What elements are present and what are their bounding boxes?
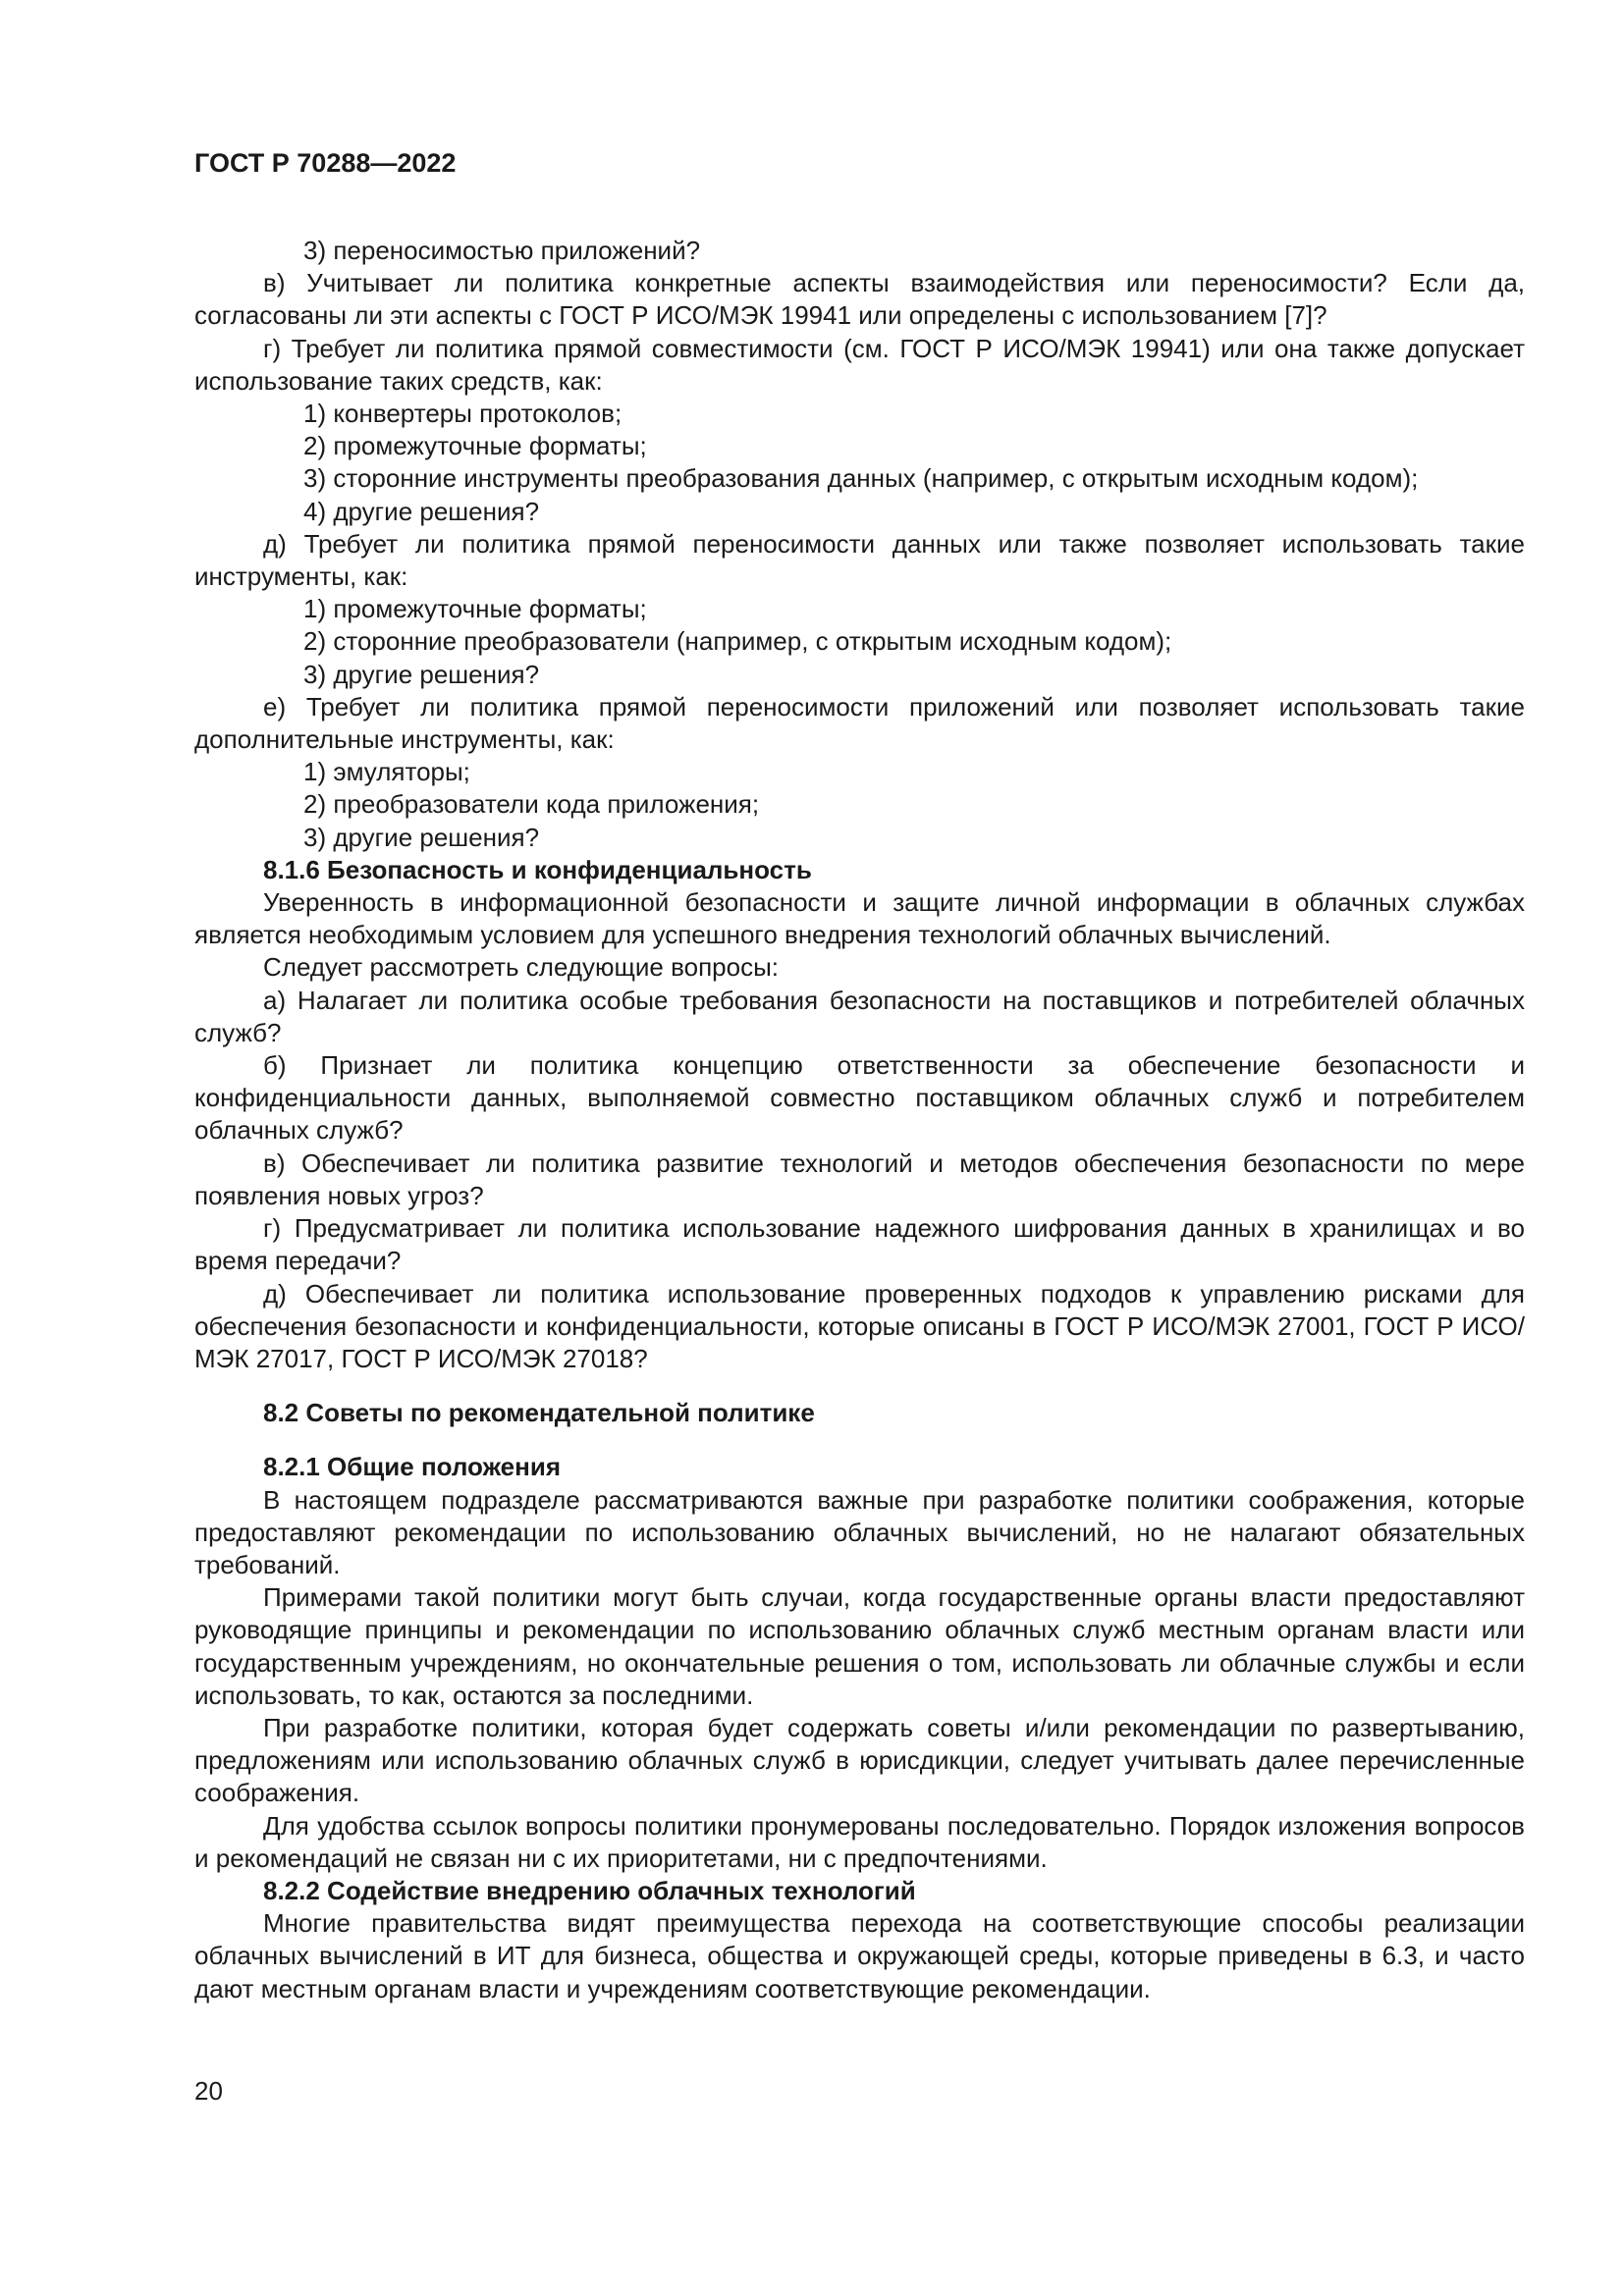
list-item: 2) промежуточные форматы;	[303, 431, 647, 461]
list-item: 3) переносимостью приложений?	[303, 236, 701, 265]
paragraph: Примерами такой политики могут быть случаи, когда государственные органы власти предоставляют руководящие принципы и рекомендации по использованию облачных служб местным органам власти или государственным учреждениям, но окончательные решения о том, использовать ли облачные службы и если использовать, то как, остаются за последними.	[194, 1582, 1525, 1710]
list-item: 3) сторонние инструменты преобразования данных (например, с открытым исходным кодом);	[303, 463, 1419, 494]
paragraph: Для удобства ссылок вопросы политики пронумерованы последовательно. Порядок изложения вопросов и рекомендаций не связан ни с их приоритетами, ни с предпочтениями.	[194, 1810, 1525, 1873]
paragraph: В настоящем подразделе рассматриваются важные при разработке политики соображения, которые предоставляют рекомендации по использованию облачных вычислений, но не налагают обязательных требований.	[194, 1484, 1525, 1579]
paragraph: При разработке политики, которая будет содержать советы и/или рекомендации по развертыванию, предложениям или использованию облачных служб в юрисдикции, следует учитывать далее перечисленные соображения.	[194, 1712, 1525, 1808]
paragraph: Многие правительства видят преимущества перехода на соответствующие способы реализации облачных вычислений в ИТ для бизнеса, общества и окружающей среды, которые приведены в 6.3, и часто дают местным органам власти и учреждениям соответствующие рекомендации.	[194, 1908, 1525, 2003]
list-item: 1) конвертеры протоколов;	[303, 399, 623, 429]
list-item: 2) преобразователи кода приложения;	[303, 789, 760, 820]
list-item: 3) другие решения?	[303, 659, 540, 689]
paragraph-g: г) Требует ли политика прямой совместимости (см. ГОСТ Р ИСО/МЭК 19941) или она также допускает использование таких средств, как:	[194, 333, 1525, 396]
list-item: 1) эмуляторы;	[303, 757, 470, 787]
section-heading-8-1-6: 8.1.6 Безопасность и конфиденциальность	[263, 854, 812, 884]
list-item: 3) другие решения?	[303, 822, 540, 852]
paragraph-b: б) Признает ли политика концепцию ответственности за обеспечение безопасности и конфиденциальности данных, выполняемой совместно поставщиком облачных служб и потребителем облачных служб?	[194, 1050, 1525, 1146]
list-item: 4) другие решения?	[303, 496, 540, 526]
paragraph-e: е) Требует ли политика прямой переносимости приложений или позволяет использовать такие дополнительные инструменты, как:	[194, 691, 1525, 755]
section-heading-8-2-2: 8.2.2 Содействие внедрению облачных технологий	[263, 1875, 916, 1905]
paragraph-v: в) Учитывает ли политика конкретные аспекты взаимодействия или переносимости? Если да, согласованы ли эти аспекты с ГОСТ Р ИСО/МЭК 19941 или определены с использованием [7]?	[194, 268, 1525, 331]
paragraph-a: а) Налагает ли политика особые требования безопасности на поставщиков и потребителей облачных служб?	[194, 985, 1525, 1047]
paragraph: Следует рассмотреть следующие вопросы:	[263, 952, 779, 983]
list-item: 1) промежуточные форматы;	[303, 594, 647, 624]
paragraph-g: г) Предусматривает ли политика использование надежного шифрования данных в хранилищах и во время передачи?	[194, 1213, 1525, 1276]
list-item: 2) сторонние преобразователи (например, с открытым исходным кодом);	[303, 626, 1172, 657]
section-heading-8-2: 8.2 Советы по рекомендательной политике	[263, 1398, 815, 1428]
paragraph-d: д) Обеспечивает ли политика использование проверенных подходов к управлению рисками для обеспечения безопасности и конфиденциальности, которые описаны в ГОСТ Р ИСО/МЭК 27001, ГОСТ Р ИСО/МЭК 27017, ГОСТ Р ИСО/МЭК 27018?	[194, 1278, 1525, 1373]
paragraph: Уверенность в информационной безопасности и защите личной информации в облачных службах является необходимым условием для успешного внедрения технологий облачных вычислений.	[194, 887, 1525, 950]
document-page	[194, 147, 1525, 2005]
document-header: ГОСТ Р 70288—2022	[194, 148, 457, 178]
paragraph-v: в) Обеспечивает ли политика развитие технологий и методов обеспечения безопасности по мере появления новых угроз?	[194, 1148, 1525, 1210]
paragraph-d: д) Требует ли политика прямой переносимости данных или также позволяет использовать такие инструменты, как:	[194, 528, 1525, 592]
section-heading-8-2-1: 8.2.1 Общие положения	[263, 1452, 561, 1482]
page-number: 20	[194, 2076, 223, 2106]
